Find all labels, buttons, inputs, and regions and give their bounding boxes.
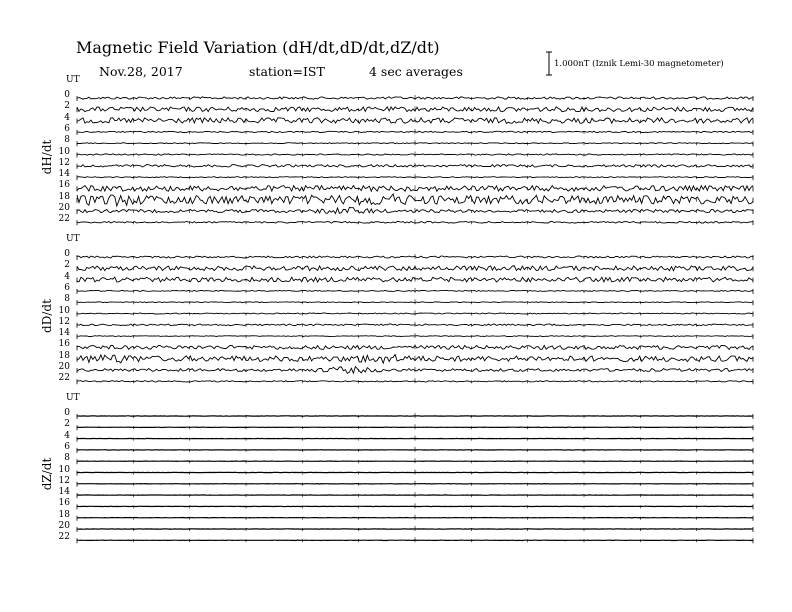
hour-label: 8 — [64, 135, 70, 146]
hour-label: 8 — [64, 453, 70, 464]
hour-label: 6 — [64, 441, 70, 452]
hour-label: 22 — [58, 373, 70, 384]
hour-label: 18 — [58, 191, 70, 202]
hour-label: 14 — [58, 487, 70, 498]
station-label: station=IST — [249, 64, 325, 79]
chart-title: Magnetic Field Variation (dH/dt,dD/dt,dZ/dt) — [76, 38, 440, 57]
hour-label: 12 — [58, 475, 70, 486]
hour-label: 10 — [58, 146, 70, 157]
hour-label: 12 — [58, 316, 70, 327]
ut-header-dh: UT — [66, 75, 80, 85]
hour-label: 18 — [58, 509, 70, 520]
hour-label: 20 — [58, 521, 70, 531]
component-label-dd: dD/dt — [40, 299, 54, 333]
scale-bar-label: 1.000nT (Iznik Lemi-30 magnetometer) — [554, 59, 724, 69]
hour-label: 16 — [58, 180, 70, 191]
hour-label: 4 — [64, 112, 70, 123]
component-label-dz: dZ/dt — [40, 457, 54, 491]
hour-label: 14 — [58, 169, 70, 180]
averaging-label: 4 sec averages — [369, 64, 463, 79]
hour-label: 20 — [58, 362, 70, 372]
ut-header-dz: UT — [66, 393, 80, 403]
hour-label: 10 — [58, 464, 70, 475]
trace-line — [77, 177, 753, 178]
hour-label: 4 — [64, 430, 70, 441]
hour-label: 0 — [64, 90, 70, 100]
date-label: Nov.28, 2017 — [99, 64, 183, 79]
hour-label: 10 — [58, 305, 70, 316]
hour-label: 12 — [58, 157, 70, 168]
hour-label: 22 — [58, 532, 70, 543]
hour-label: 2 — [64, 101, 70, 112]
ut-header-dd: UT — [66, 234, 80, 244]
hour-label: 6 — [64, 123, 70, 134]
hour-label: 0 — [64, 249, 70, 259]
hour-label: 2 — [64, 419, 70, 430]
hour-label: 8 — [64, 294, 70, 305]
component-label-dh: dH/dt — [40, 139, 54, 175]
hour-label: 18 — [58, 350, 70, 361]
hour-label: 2 — [64, 260, 70, 271]
hour-label: 14 — [58, 328, 70, 339]
hour-label: 16 — [58, 339, 70, 350]
hour-label: 6 — [64, 282, 70, 293]
hour-label: 20 — [58, 203, 70, 213]
hour-label: 16 — [58, 498, 70, 509]
hour-label: 22 — [58, 214, 70, 225]
hour-label: 4 — [64, 271, 70, 282]
trace-line — [77, 194, 753, 206]
hour-label: 0 — [64, 408, 70, 418]
